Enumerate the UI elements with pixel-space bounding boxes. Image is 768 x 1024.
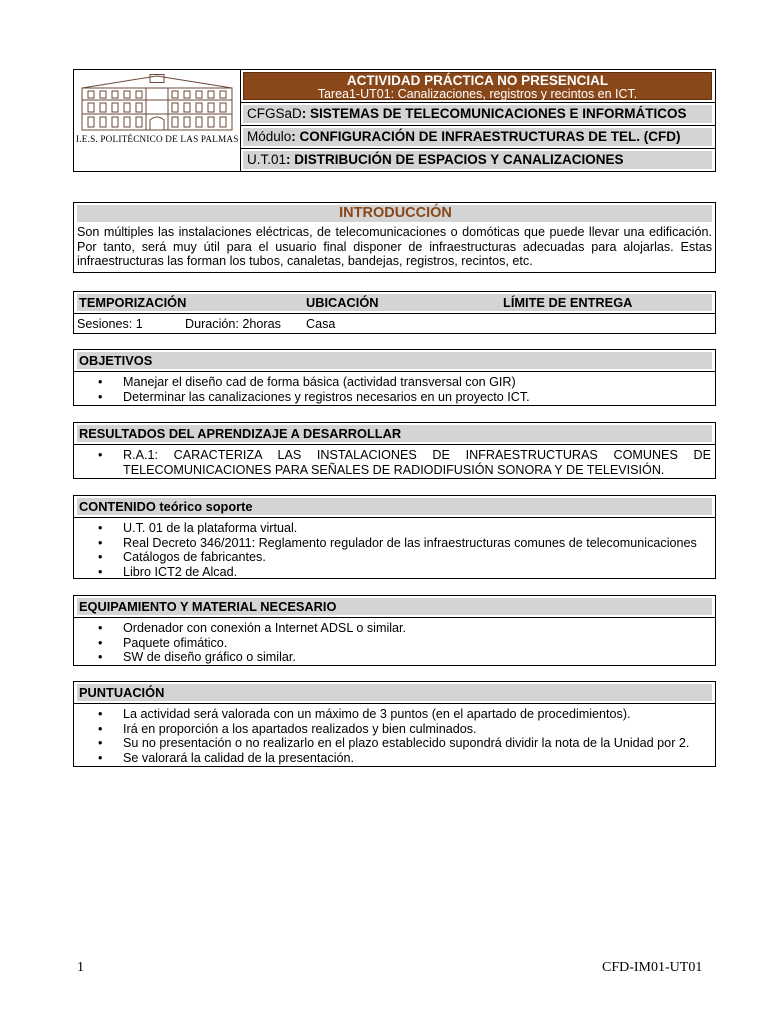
list-item: • Paquete ofimático. bbox=[96, 636, 711, 651]
school-building-icon bbox=[80, 74, 234, 132]
list-item: • La actividad será valorada con un máximo de 3 puntos (en el apartado de procedimientos). bbox=[96, 707, 711, 722]
cycle-value: : SISTEMAS DE TELECOMUNICACIONES E INFORMÁTICOS bbox=[301, 106, 687, 121]
list-item: • U.T. 01 de la plataforma virtual. bbox=[96, 521, 711, 536]
activity-title: ACTIVIDAD PRÁCTICA NO PRESENCIAL bbox=[346, 73, 609, 88]
objectives-title: OBJETIVOS bbox=[77, 352, 712, 369]
learning-results-list bbox=[74, 445, 715, 477]
list-item: • SW de diseño gráfico o similar. bbox=[96, 650, 711, 665]
equipment-list bbox=[74, 618, 715, 665]
title-bar bbox=[243, 72, 712, 100]
list-item: • Se valorará la calidad de la presentación. bbox=[96, 751, 711, 766]
intro-section bbox=[73, 202, 716, 273]
timing-values-row bbox=[74, 314, 715, 334]
equipment-title: EQUIPAMIENTO Y MATERIAL NECESARIO bbox=[77, 598, 712, 615]
unit-label: U.T.01 bbox=[247, 152, 287, 167]
objectives-section bbox=[73, 349, 716, 406]
content-title bbox=[77, 498, 712, 515]
learning-results-section bbox=[73, 422, 716, 479]
objectives-list bbox=[74, 372, 715, 404]
header-cycle-row bbox=[240, 103, 715, 126]
header-title-row bbox=[240, 70, 715, 103]
timing-header-ubicacion: UBICACIÓN bbox=[306, 295, 379, 310]
timing-location: Casa bbox=[306, 317, 336, 331]
intro-text: Son múltiples las instalaciones eléctricas, de telecomunicaciones o domóticas que puede llevar una edificación. Por tanto, será muy útil para el usuario final disponer de infraestructuras adecuadas para alojarlas. Estas infraestructuras las forman los tubos, canaletas, bandejas, registros, recintos, etc. bbox=[77, 225, 712, 268]
unit-value: : DISTRIBUCIÓN DE ESPACIOS Y CANALIZACIONES bbox=[286, 152, 624, 167]
list-item: • Determinar las canalizaciones y registros necesarios en un proyecto ICT. bbox=[96, 390, 711, 405]
timing-section bbox=[73, 291, 716, 334]
timing-sessions: Sesiones: 1 bbox=[77, 317, 143, 331]
timing-header-temporizacion: TEMPORIZACIÓN bbox=[79, 295, 187, 310]
page-number: 1 bbox=[77, 960, 84, 975]
timing-header bbox=[77, 294, 712, 311]
content-title-rest: teórico soporte bbox=[155, 499, 253, 514]
list-item: • R.A.1: CARACTERIZA LAS INSTALACIONES DE INFRAESTRUCTURAS COMUNES DE TELECOMUNICACIONES PARA SEÑALES DE RADIODIFUSIÓN SONORA Y DE TELEVISIÓN. bbox=[96, 448, 711, 477]
list-item: • Libro ICT2 de Alcad. bbox=[96, 565, 711, 580]
content-title-bold: CONTENIDO bbox=[79, 499, 156, 514]
school-logo bbox=[74, 70, 241, 171]
list-item: • Manejar el diseño cad de forma básica (actividad transversal con GIR) bbox=[96, 375, 711, 390]
scoring-section bbox=[73, 681, 716, 767]
module-label: Módulo bbox=[247, 129, 292, 144]
module-value: : CONFIGURACIÓN DE INFRAESTRUCTURAS DE TEL. (CFD) bbox=[291, 129, 681, 144]
activity-subtitle: Tarea1-UT01: Canalizaciones, registros y recintos en ICT. bbox=[317, 87, 638, 101]
list-item: • Su no presentación o no realizarlo en el plazo establecido supondrá dividir la nota de la Unidad por 2. bbox=[96, 736, 711, 751]
list-item: • Catálogos de fabricantes. bbox=[96, 550, 711, 565]
list-item: • Irá en proporción a los apartados realizados y bien culminados. bbox=[96, 722, 711, 737]
scoring-list bbox=[74, 704, 715, 765]
content-section bbox=[73, 495, 716, 579]
learning-results-title: RESULTADOS DEL APRENDIZAJE A DESARROLLAR bbox=[77, 425, 712, 442]
header-unit-row bbox=[240, 149, 715, 171]
content-list bbox=[74, 518, 715, 579]
intro-title: INTRODUCCIÓN bbox=[77, 205, 712, 222]
document-code: CFD-IM01-UT01 bbox=[602, 960, 703, 975]
logo-caption: I.E.S. POLITÉCNICO DE LAS PALMAS bbox=[76, 134, 239, 144]
list-item: • Real Decreto 346/2011: Reglamento regulador de las infraestructuras comunes de telecomunicaciones bbox=[96, 536, 711, 551]
list-item: • Ordenador con conexión a Internet ADSL o similar. bbox=[96, 621, 711, 636]
scoring-title: PUNTUACIÓN bbox=[77, 684, 712, 701]
timing-header-limite: LÍMITE DE ENTREGA bbox=[503, 295, 633, 310]
timing-duration: Duración: 2horas bbox=[185, 317, 281, 331]
cycle-label: CFGSaD bbox=[247, 106, 302, 121]
document-header bbox=[73, 69, 716, 172]
header-module-row bbox=[240, 126, 715, 149]
equipment-section bbox=[73, 595, 716, 666]
